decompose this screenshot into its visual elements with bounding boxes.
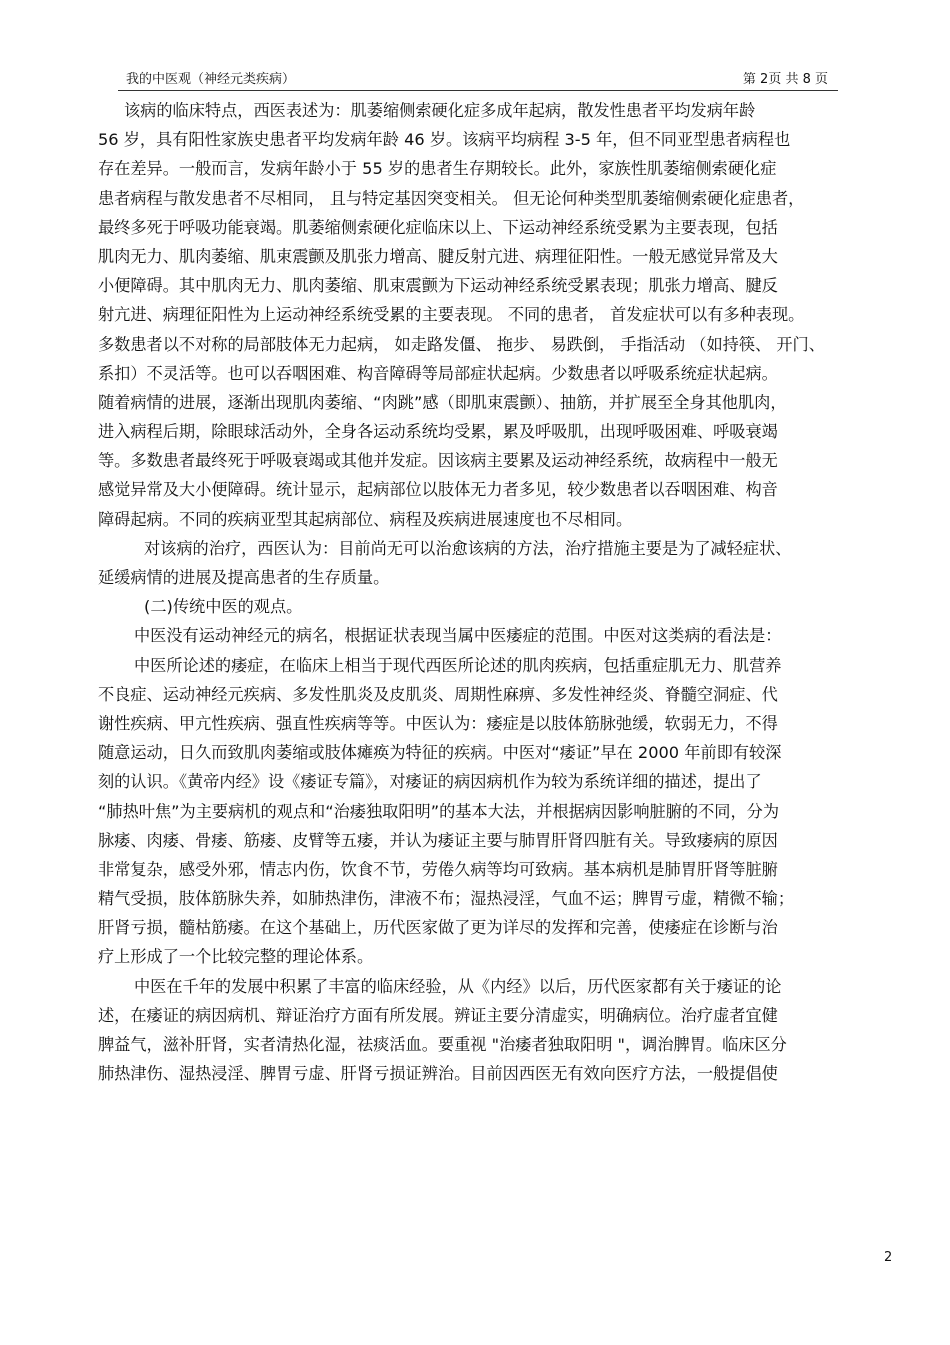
text-line: 脾益气，滋补肝肾，实者清热化湿，祛痰活血。要重视 "治痿者独取阳明 "，调治脾胃。临床区分 [98, 1035, 787, 1054]
document-body [98, 96, 898, 1088]
header-page-info: 第 2页 共 8 页 [742, 72, 828, 87]
text-line: 小便障碍。其中肌肉无力、肌肉萎缩、肌束震颤为下运动神经系统受累表现；肌张力增高、腱反 [98, 276, 778, 296]
text-line: 非常复杂，感受外邪，情志内伤，饮食不节，劳倦久病等均可致病。基本病机是肺胃肝肾等脏腑 [98, 859, 778, 879]
text-line: “肺热叶焦”为主要病机的观点和“治痿独取阳明”的基本大法，并根据病因影响脏腑的不同，分为 [98, 801, 780, 821]
text-line: 多数患者以不对称的局部肢体无力起病， 如走路发僵、 拖步、 易跌倒， 手指活动 （如持筷、 开门、 [98, 334, 825, 354]
text-line: 最终多死于呼吸功能衰竭。肌萎缩侧索硬化症临床以上、下运动神经系统受累为主要表现，包括 [98, 217, 778, 237]
text-line: 肌肉无力、肌肉萎缩、肌束震颤及肌张力增高、腱反射亢进、病理征阳性。一般无感觉异常及大 [98, 246, 778, 266]
text-line: 该病的临床特点，西医表述为：肌萎缩侧索硬化症多成年起病，散发性患者平均发病年龄 [124, 101, 756, 120]
text-line: 存在差异。一般而言，发病年龄小于 55 岁的患者生存期较长。此外，家族性肌萎缩侧索硬化症 [98, 159, 777, 179]
text-line: 对该病的治疗，西医认为：目前尚无可以治愈该病的方法，治疗措施主要是为了减轻症状、 [144, 538, 792, 558]
page-header [118, 68, 828, 90]
text-line: 延缓病情的进展及提高患者的生存质量。 [98, 568, 390, 587]
text-line: 肺热津伤、湿热浸淫、脾胃亏虚、肝肾亏损证辨治。目前因西医无有效向医疗方法，一般提倡使 [98, 1064, 778, 1084]
text-line: 患者病程与散发患者不尽相同， 且与特定基因突变相关。 但无论何种类型肌萎缩侧索硬化症患者， [98, 188, 805, 208]
text-line: 精气受损，肢体筋脉失养，如肺热津伤，津液不布；湿热浸淫，气血不运；脾胃亏虚，精微不输； [98, 889, 795, 909]
text-line: 进入病程后期，除眼球活动外，全身各运动系统均受累，累及呼吸肌，出现呼吸困难、呼吸衰竭 [98, 422, 778, 442]
text-line: 不良症、运动神经元疾病、多发性肌炎及皮肌炎、周期性麻痹、多发性神经炎、脊髓空洞症、代 [98, 684, 778, 704]
text-line: 系扣）不灵活等。也可以吞咽困难、构音障碍等局部症状起病。少数患者以呼吸系统症状起病。 [98, 363, 778, 383]
text-line: 述，在痿证的病因病机、辩证治疗方面有所发展。辨证主要分清虚实，明确病位。治疗虚者宜健 [98, 1005, 778, 1025]
text-line: 刻的认识。《黄帝内经》设《痿证专篇》，对痿证的病因病机作为较为系统详细的描述，提出了 [98, 772, 762, 792]
text-line: (二)传统中医的观点。 [144, 597, 303, 617]
header-title: 我的中医观（神经元类疾病） [126, 72, 296, 87]
text-line: 谢性疾病、甲亢性疾病、强直性疾病等等。中医认为：痿症是以肢体筋脉弛缓，软弱无力，不得 [98, 713, 778, 733]
text-line: 感觉异常及大小便障碍。统计显示，起病部位以肢体无力者多见，较少数患者以吞咽困难、构音 [98, 480, 778, 500]
text-line: 中医所论述的痿症，在临床上相当于现代西医所论述的肌肉疾病，包括重症肌无力、肌营养 [134, 655, 782, 675]
page-number: 2 [884, 1250, 893, 1265]
text-line: 随意运动，日久而致肌肉萎缩或肢体瘫痪为特征的疾病。中医对“痿证”早在 2000 年前即有较深 [98, 743, 782, 763]
text-line: 中医在千年的发展中积累了丰富的临床经验，从《内经》以后，历代医家都有关于痿证的论 [134, 976, 782, 996]
text-line: 疗上形成了一个比较完整的理论体系。 [98, 947, 374, 967]
header-rule [118, 90, 838, 91]
text-line: 障碍起病。不同的疾病亚型其起病部位、病程及疾病进展速度也不尽相同。 [98, 509, 633, 529]
text-line: 56 岁，具有阳性家族史患者平均发病年龄 46 岁。该病平均病程 3-5 年，但不同亚型患者病程也 [98, 130, 791, 150]
text-line: 脉痿、肉痿、骨痿、筋痿、皮臂等五痿，并认为痿证主要与肺胃肝肾四脏有关。导致痿病的原因 [98, 830, 778, 850]
text-line: 随着病情的进展，逐渐出现肌肉萎缩、“肉跳”感（即肌束震颤）、抽筋，并扩展至全身其他肌肉， [98, 392, 787, 412]
text-line: 中医没有运动神经元的病名，根据证状表现当属中医痿症的范围。中医对这类病的看法是： [134, 626, 782, 646]
text-line: 等。多数患者最终死于呼吸衰竭或其他并发症。因该病主要累及运动神经系统，故病程中一般无 [98, 451, 778, 471]
text-line: 肝肾亏损，髓枯筋痿。在这个基础上，历代医家做了更为详尽的发挥和完善，使痿症在诊断与治 [98, 918, 778, 938]
text-line: 射亢进、病理征阳性为上运动神经系统受累的主要表现。 不同的患者， 首发症状可以有多种表现。 [98, 305, 805, 325]
